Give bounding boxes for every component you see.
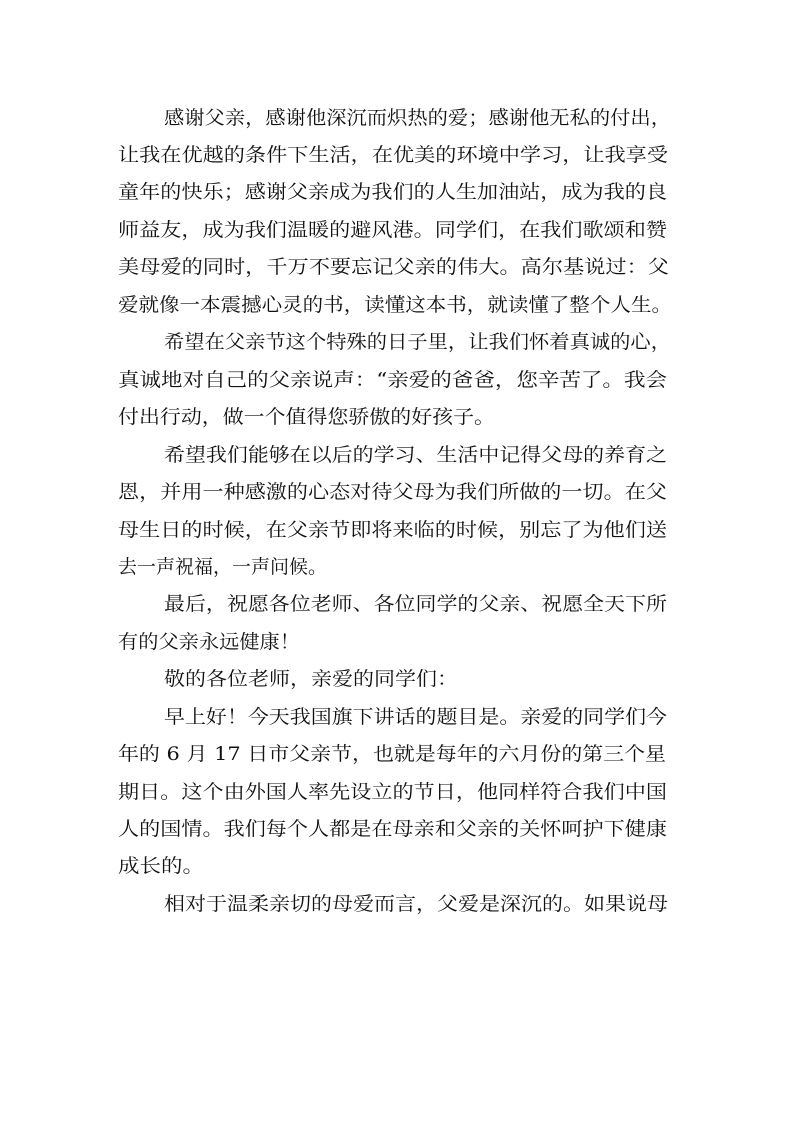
line-text: 恩，并用一种感激的心态对待父母为我们所做的一切。在父 [118,481,667,503]
text-line [0,474,794,510]
text-line [0,886,794,922]
line-text: 敬的各位老师，亲爱的同学们： [164,668,458,690]
line-text: 去一声祝福，一声问候。 [118,556,327,578]
line-text: 年的 6 月 17 日市父亲节，也就是每年的六月份的第三个星 [118,743,666,765]
line-text: 童年的快乐；感谢父亲成为我们的人生加油站，成为我的良 [118,181,667,203]
line-text: 真诚地对自己的父亲说声：“亲爱的爸爸，您辛苦了。我会 [118,369,667,391]
text-line [0,100,794,136]
line-text: 希望我们能够在以后的学习、生活中记得父母的养育之 [164,444,667,466]
line-text: 早上好！今天我国旗下讲话的题目是。亲爱的同学们今 [164,706,667,728]
line-text: 付出行动，做一个值得您骄傲的好孩子。 [118,406,495,428]
text-line [0,549,794,585]
line-text: 爱就像一本震撼心灵的书，读懂这本书，就读懂了整个人生。 [118,294,672,316]
text-line [0,661,794,697]
line-text: 母生日的时候，在父亲节即将来临的时候，别忘了为他们送 [118,519,667,541]
line-text: 师益友，成为我们温暖的避风港。同学们，在我们歌颂和赞 [118,219,667,241]
line-text: 感谢父亲，感谢他深沉而炽热的爱；感谢他无私的付出， [164,107,671,129]
text-line [0,137,794,173]
text-line [0,624,794,660]
text-line [0,736,794,772]
text-line [0,699,794,735]
line-text: 成长的。 [118,855,204,877]
line-text: 希望在父亲节这个特殊的日子里，让我们怀着真诚的心， [164,331,671,353]
line-text: 美母爱的同时，千万不要忘记父亲的伟大。高尔基说过：父 [118,256,669,278]
line-text: 人的国情。我们每个人都是在母亲和父亲的关怀呵护下健康 [118,818,667,840]
text-line [0,848,794,884]
text-line [0,399,794,435]
line-text: 期日。这个由外国人率先设立的节日，他同样符合我们中国 [118,781,667,803]
text-line [0,287,794,323]
text-line [0,774,794,810]
text-line [0,174,794,210]
text-line [0,811,794,847]
text-line [0,324,794,360]
text-line [0,512,794,548]
line-text: 最后，祝愿各位老师、各位同学的父亲、祝愿全天下所 [164,593,667,615]
text-line [0,212,794,248]
text-line [0,362,794,398]
line-text: 相对于温柔亲切的母爱而言，父爱是深沉的。如果说母 [164,893,668,915]
line-text: 让我在优越的条件下生活，在优美的环境中学习，让我享受 [118,144,668,166]
line-text: 有的父亲永远健康！ [118,631,300,653]
text-line [0,249,794,285]
text-line [0,586,794,622]
text-line [0,437,794,473]
